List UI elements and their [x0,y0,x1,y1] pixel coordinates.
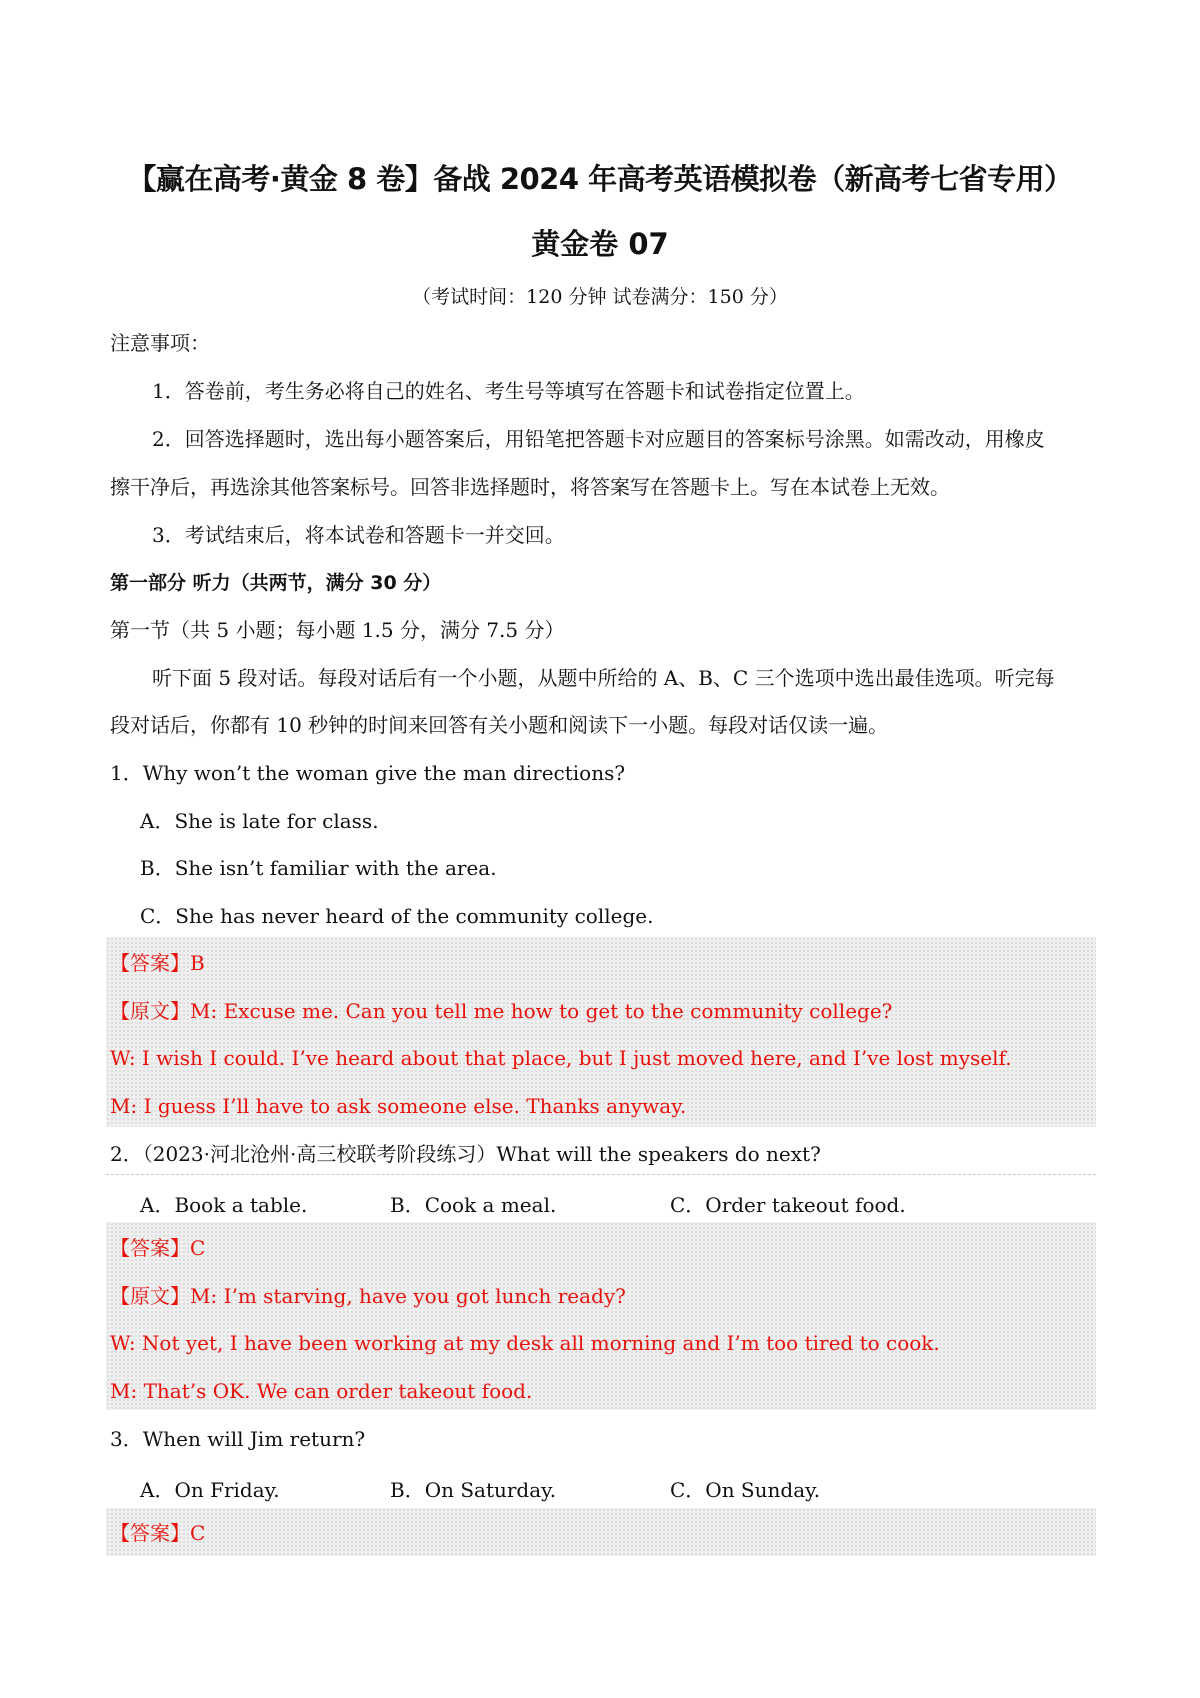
exam-subtitle: 黄金卷 07 [531,227,669,261]
question-3-option-b: B．On Saturday. [390,1478,557,1502]
section1-heading: 第一节（共 5 小题；每小题 1.5 分，满分 7.5 分） [110,618,565,642]
instructions-line-1: 听下面 5 段对话。每段对话后有一个小题，从题中所给的 A、B、C 三个选项中选出最佳选项。听完每 [152,666,1055,690]
part1-heading: 第一部分 听力（共两节，满分 30 分） [110,572,442,594]
question-1-transcript-line-1: 【原文】M: Excuse me. Can you tell me how to get to the community college? [110,999,893,1023]
question-2-transcript-line-1: 【原文】M: I’m starving, have you got lunch ready? [110,1284,626,1308]
question-2-transcript-line-3: M: That’s OK. We can order takeout food. [110,1379,533,1403]
notice-item-3: 3．考试结束后，将本试卷和答题卡一并交回。 [152,523,565,547]
question-3-stem: 3．When will Jim return? [110,1427,366,1451]
question-3-option-c: C．On Sunday. [670,1478,821,1502]
question-1-option-b: B．She isn’t familiar with the area. [140,856,497,880]
exam-title: 【赢在高考·黄金 8 卷】备战 2024 年高考英语模拟卷（新高考七省专用） [127,162,1073,196]
question-2-transcript-line-2: W: Not yet, I have been working at my desk all morning and I’m too tired to cook. [110,1331,940,1355]
question-1-answer: 【答案】B [110,951,205,975]
question-3-answer: 【答案】C [110,1521,206,1545]
question-1-option-c: C．She has never heard of the community college. [140,904,654,928]
instructions-line-2: 段对话后，你都有 10 秒钟的时间来回答有关小题和阅读下一小题。每段对话仅读一遍。 [110,713,889,737]
question-2-answer: 【答案】C [110,1236,206,1260]
question-1-transcript-line-2: W: I wish I could. I’ve heard about that place, but I just moved here, and I’ve lost myself. [110,1046,1012,1070]
divider [106,1174,1096,1175]
notice-item-1: 1．答卷前，考生务必将自己的姓名、考生号等填写在答题卡和试卷指定位置上。 [152,379,865,403]
notice-heading: 注意事项： [110,331,210,355]
notice-item-2-line-1: 2．回答选择题时，选出每小题答案后，用铅笔把答题卡对应题目的答案标号涂黑。如需改动，用橡皮 [152,427,1045,451]
question-1-transcript-line-3: M: I guess I’ll have to ask someone else. Thanks anyway. [110,1094,687,1118]
question-1-option-a: A．She is late for class. [140,809,379,833]
question-2-option-a: A．Book a table. [140,1193,308,1217]
question-2-option-c: C．Order takeout food. [670,1193,906,1217]
question-2-stem: 2．（2023·河北沧州·高三校联考阶段练习）What will the speakers do next? [110,1142,821,1166]
notice-item-2-line-2: 擦干净后，再选涂其他答案标号。回答非选择题时，将答案写在答题卡上。写在本试卷上无效。 [110,475,950,499]
question-2-option-b: B．Cook a meal. [390,1193,557,1217]
question-1-stem: 1．Why won’t the woman give the man directions? [110,761,626,785]
exam-info: （考试时间：120 分钟 试卷满分：150 分） [412,286,788,308]
question-3-option-a: A．On Friday. [140,1478,280,1502]
question-3-answer-block [106,1508,1096,1556]
